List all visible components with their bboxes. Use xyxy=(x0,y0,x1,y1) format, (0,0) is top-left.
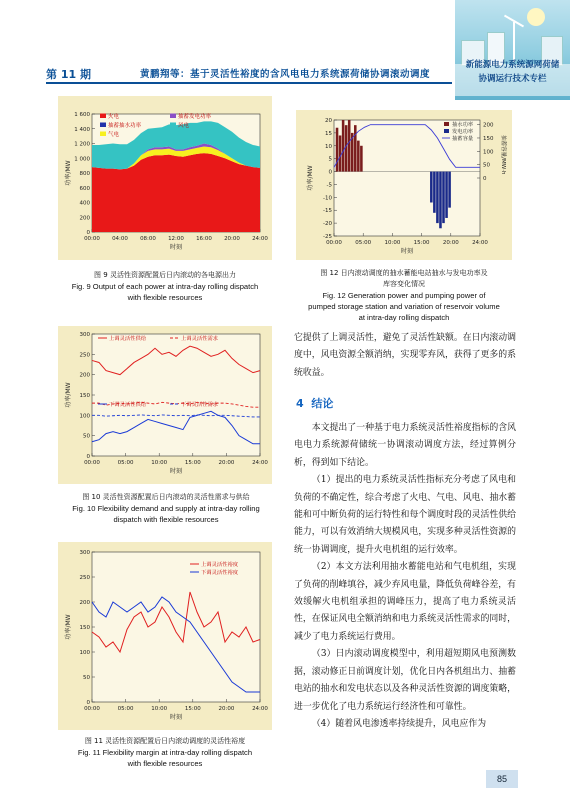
fig10-caption-en1: Fig. 10 Flexibility demand and supply at intra-day rolling xyxy=(72,504,260,513)
body-text-top xyxy=(294,330,516,382)
fig10-legend-label-3: 下调灵活性需求 xyxy=(181,402,219,408)
fig11-xtick-label: 15:00 xyxy=(184,706,201,712)
fig11-ytick-label: 50 xyxy=(83,675,90,681)
fig12-ytick-label: -20 xyxy=(323,221,332,228)
fig11-panel xyxy=(58,542,272,730)
fig12-y2tick-label: 50 xyxy=(483,162,490,169)
fig9-ytick-label: 600 xyxy=(79,185,90,192)
fig12-bar-0-7 xyxy=(357,141,360,172)
fig9-xtick-label: 00:00 xyxy=(84,236,100,242)
fig11-ytick-label: 150 xyxy=(79,625,90,631)
fig12-caption-en1: Fig. 12 Generation power and pumping power of xyxy=(322,291,486,300)
fig12-bar-1-5 xyxy=(445,172,448,218)
fig9-legend-label-3: 风电 xyxy=(178,123,190,129)
body-text-main xyxy=(294,420,516,733)
fig12-y2tick-label: 150 xyxy=(483,135,494,142)
fig10-caption xyxy=(46,492,286,525)
fig9-legend-label-2: 抽蓄抽水功率 xyxy=(108,123,142,129)
fig11-ytick-label: 300 xyxy=(79,550,90,556)
fig12-caption xyxy=(290,268,518,323)
fig9-caption-en2: with flexible resources xyxy=(127,293,203,302)
fig12-bar-1-4 xyxy=(442,172,445,224)
fig12-bar-1-2 xyxy=(436,172,439,224)
fig12-bar-1-3 xyxy=(439,172,442,229)
fig10-panel xyxy=(58,326,272,484)
fig10-ylabel: 功率/MW xyxy=(65,382,72,408)
fig10-xlabel: 时刻 xyxy=(169,468,183,475)
fig9-ytick-label: 1 600 xyxy=(74,112,90,118)
fig11-legend-label-1: 下调灵活性裕度 xyxy=(201,570,239,576)
fig10-chart xyxy=(58,326,272,484)
fig12-y2label: 抽蓄容量/MW·h xyxy=(500,135,506,175)
fig9-xtick-label: 12:00 xyxy=(168,236,184,242)
fig12-xtick-label: 15:00 xyxy=(413,240,430,246)
fig9-chart xyxy=(58,96,272,260)
fig12-y2tick-label: 200 xyxy=(483,122,494,129)
header-rule xyxy=(46,82,452,84)
fig12-bar-1-6 xyxy=(448,172,451,208)
fig10-caption-zh: 图 10 灵活性资源配置后日内滚动的灵活性需求与供给 xyxy=(82,493,250,501)
fig12-legend-swatch-1 xyxy=(444,129,449,133)
fig9-legend-label-0: 火电 xyxy=(108,114,120,120)
badge-line-1: 新能源电力系统源网荷储 xyxy=(465,60,560,70)
fig11-caption-en1: Fig. 11 Flexibility margin at intra-day rolling dispatch xyxy=(77,748,253,757)
fig12-bar-0-2 xyxy=(342,120,345,172)
fig12-bar-0-4 xyxy=(348,120,351,172)
paragraph-5: （3）日内滚动调度模型中，利用超短期风电预测数据，滚动修正日前调度计划，优化日内各机组出力、抽蓄电站的抽水和发电状态以及各种灵活性资源的调度策略，进一步优化了电力系统运行经济性和可靠性。 xyxy=(294,649,516,712)
fig9-legend-swatch-1 xyxy=(170,114,176,119)
running-title: 黄鹏翔等：基于灵活性裕度的含风电电力系统源荷储协调滚动调度 xyxy=(140,69,431,80)
fig10-legend-label-1: 上调灵活性需求 xyxy=(181,336,219,342)
fig11-xtick-label: 24:00 xyxy=(252,706,268,712)
fig12-ytick-label: 0 xyxy=(328,169,332,176)
fig10-ytick-label: 50 xyxy=(83,433,90,440)
fig10-legend-label-0: 上调灵活性供给 xyxy=(109,336,147,342)
fig9-ytick-label: 200 xyxy=(79,215,90,222)
fig9-xtick-label: 04:00 xyxy=(112,236,128,242)
paragraph-6: （4）随着风电渗透率持续提升，风电应作为 xyxy=(311,718,487,729)
fig9-ytick-label: 0 xyxy=(86,230,90,236)
fig12-ytick-label: -25 xyxy=(323,234,332,240)
page-number: 85 xyxy=(486,770,518,788)
fig11-legend-label-0: 上调灵活性裕度 xyxy=(201,562,239,568)
section-number: 4 xyxy=(296,397,304,410)
fig9-ytick-label: 1 200 xyxy=(74,141,90,148)
fig10-ytick-label: 300 xyxy=(79,332,90,338)
badge-line-2: 协调运行技术专栏 xyxy=(478,74,547,84)
fig12-xlabel: 时刻 xyxy=(400,248,414,255)
fig11-caption-zh: 图 11 灵活性资源配置后日内滚动调度的灵活性裕度 xyxy=(84,737,246,745)
section-title: 结论 xyxy=(311,397,334,410)
fig12-caption-zh1: 图 12 日内滚动调度的抽水蓄能电站抽水与发电功率及 xyxy=(320,269,488,277)
fig12-xtick-label: 05:00 xyxy=(355,240,372,246)
fig12-legend-swatch-0 xyxy=(444,122,449,126)
fig12-ytick-label: -10 xyxy=(323,195,332,202)
fig11-chart xyxy=(58,542,272,730)
fig9-ylabel: 功率/MW xyxy=(65,160,72,186)
fig12-y2tick-label: 100 xyxy=(483,149,494,156)
fig9-legend-label-4: 气电 xyxy=(108,132,120,138)
fig11-ytick-label: 0 xyxy=(86,700,90,706)
fig11-ylabel: 功率/MW xyxy=(65,614,72,640)
fig12-xtick-label: 00:00 xyxy=(326,240,342,246)
fig10-xtick-label: 10:00 xyxy=(151,460,168,466)
fig12-bar-0-8 xyxy=(360,146,363,172)
fig10-ytick-label: 100 xyxy=(79,413,90,420)
fig12-bar-0-1 xyxy=(339,135,342,171)
fig11-caption-en2: with flexible resources xyxy=(127,759,203,768)
fig12-chart xyxy=(296,110,512,260)
fig11-xlabel: 时刻 xyxy=(169,714,183,721)
fig12-bar-0-0 xyxy=(336,128,339,172)
fig12-caption-zh2: 库容变化情况 xyxy=(383,280,425,288)
fig9-caption-zh: 图 9 灵活性资源配置后日内滚动的各电源出力 xyxy=(94,271,236,279)
fig9-legend-swatch-4 xyxy=(100,132,106,137)
fig12-bar-1-1 xyxy=(433,172,436,213)
section-heading xyxy=(296,395,333,411)
fig9-legend-label-1: 抽蓄发电功率 xyxy=(178,114,212,120)
fig12-ytick-label: 15 xyxy=(325,130,332,137)
fig12-bar-1-0 xyxy=(430,172,433,203)
fig12-legend-label-0: 抽水功率 xyxy=(452,122,474,128)
fig12-legend-label-1: 发电功率 xyxy=(452,129,474,135)
fig10-caption-en2: dispatch with flexible resources xyxy=(113,515,219,524)
paragraph-4: （2）本文方法利用抽水蓄能电站和气电机组，实现了负荷的削峰填谷，减少弃风电量，降低负荷峰谷差，有效缓解火电机组承担的调峰压力，提高了电力系统灵活性，在保证风电全额消纳和电力系统灵活性需求的同时，减少了电力系统运行费用。 xyxy=(294,562,516,642)
fig11-xtick-label: 00:00 xyxy=(84,706,100,712)
fig10-ytick-label: 0 xyxy=(86,454,90,460)
fig9-panel xyxy=(58,96,272,260)
fig10-ytick-label: 200 xyxy=(79,372,90,379)
fig10-xtick-label: 24:00 xyxy=(252,460,268,466)
fig9-legend-swatch-0 xyxy=(100,114,106,119)
fig11-xtick-label: 05:00 xyxy=(117,706,134,712)
fig11-xtick-label: 20:00 xyxy=(218,706,235,712)
fig12-caption-en2: pumped storage station and variation of reservoir volume xyxy=(308,302,500,311)
fig9-ytick-label: 1 000 xyxy=(74,156,90,163)
fig9-xtick-label: 08:00 xyxy=(140,236,156,242)
fig12-y2tick-label: 0 xyxy=(483,176,487,182)
fig9-xlabel: 时刻 xyxy=(169,244,183,251)
fig12-legend-label-2: 抽蓄容量 xyxy=(452,136,474,142)
fig11-caption xyxy=(48,736,282,769)
paragraph-2: 本文提出了一种基于电力系统灵活性裕度指标的含风电电力系统源荷储统一协调滚动调度方法，经过算例分析，得到如下结论。 xyxy=(294,423,516,468)
fig11-ytick-label: 250 xyxy=(79,575,90,581)
fig12-xtick-label: 10:00 xyxy=(384,240,401,246)
fig10-legend-label-2: 下调灵活性供给 xyxy=(109,402,147,408)
fig12-panel xyxy=(296,110,512,260)
fig12-ytick-label: -5 xyxy=(326,182,332,189)
fig10-xtick-label: 20:00 xyxy=(218,460,235,466)
fig9-legend-swatch-3 xyxy=(170,123,176,128)
fig9-xtick-label: 24:00 xyxy=(252,236,268,242)
fig11-ytick-label: 200 xyxy=(79,600,90,606)
fig10-ytick-label: 150 xyxy=(79,393,90,399)
fig9-caption xyxy=(48,270,282,303)
sun-icon xyxy=(527,8,545,26)
fig11-xtick-label: 10:00 xyxy=(151,706,168,712)
fig12-ytick-label: 20 xyxy=(325,118,332,124)
paragraph-1: 它提供了上调灵活性，避免了灵活性缺额。在日内滚动调度中，风电资源全额消纳，实现零弃风，获得了更多的系统收益。 xyxy=(294,333,516,378)
fig9-ytick-label: 1 400 xyxy=(74,126,90,133)
paragraph-3: （1）提出的电力系统灵活性指标充分考虑了风电和负荷的不确定性，综合考虑了火电、气电、风电、抽水蓄能和可中断负荷的运行特性和每个调度时段的灵活性供给能力，可以有效消纳大规模风电，实现多种灵活性资源的统一协调调度，提升火电机组的运行效率。 xyxy=(294,475,516,555)
fig9-xtick-label: 16:00 xyxy=(196,236,212,242)
fig12-xtick-label: 24:00 xyxy=(472,240,488,246)
fig10-ytick-label: 250 xyxy=(79,352,90,359)
fig12-ytick-label: 10 xyxy=(325,143,332,150)
fig9-legend-swatch-2 xyxy=(100,123,106,128)
fig12-xtick-label: 20:00 xyxy=(442,240,459,246)
fig9-xtick-label: 20:00 xyxy=(224,236,240,242)
fig10-xtick-label: 00:00 xyxy=(84,460,100,466)
fig10-xtick-label: 15:00 xyxy=(184,460,201,466)
fig12-ytick-label: -15 xyxy=(323,208,332,215)
fig11-ytick-label: 100 xyxy=(79,650,90,656)
fig9-ytick-label: 800 xyxy=(79,171,90,177)
fig10-plot-area xyxy=(92,334,260,456)
fig12-ylabel: 功率/MW xyxy=(307,165,314,191)
fig12-caption-en3: at intra-day rolling dispatch xyxy=(358,313,450,322)
column-badge xyxy=(455,0,570,100)
fig10-xtick-label: 05:00 xyxy=(117,460,134,466)
fig9-ytick-label: 400 xyxy=(79,200,90,207)
fig12-ytick-label: 5 xyxy=(328,156,332,163)
fig9-caption-en1: Fig. 9 Output of each power at intra-day rolling dispatch xyxy=(71,282,259,291)
issue-number: 第 11 期 xyxy=(46,68,91,81)
wind-turbine-icon xyxy=(513,22,515,62)
fig12-bar-0-6 xyxy=(354,125,357,171)
